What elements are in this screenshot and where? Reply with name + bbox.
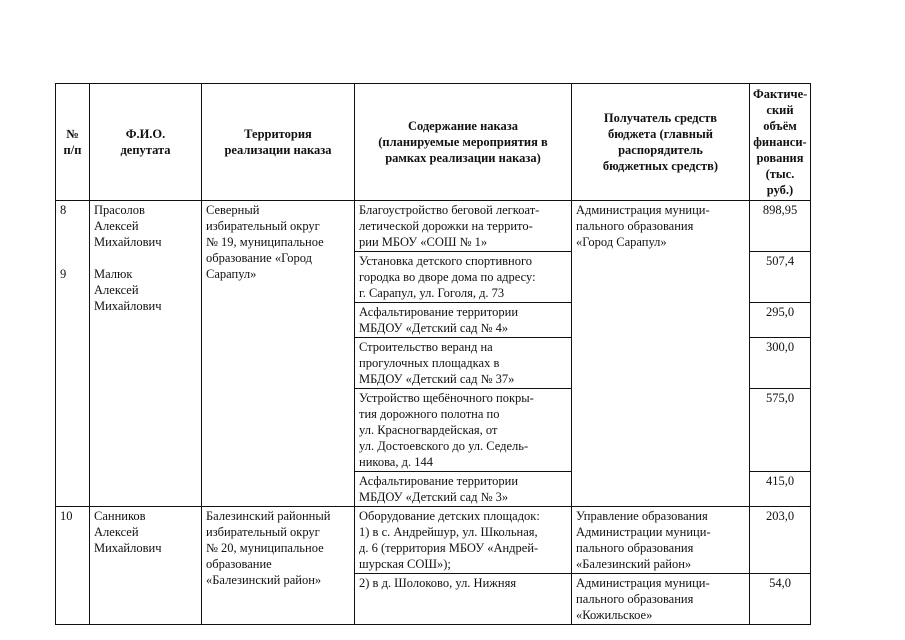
recipient-cell: Администрация муници- пального образования «Кожильское» [572, 574, 750, 625]
amount-cell: 295,0 [750, 303, 811, 338]
deputy-name: Малюк Алексей Михайлович [94, 267, 162, 313]
row-number: 8 [60, 203, 67, 217]
deputy-name-cell [90, 201, 202, 507]
amount-cell: 415,0 [750, 472, 811, 507]
content-cell: Строительство веранд на прогулочных площадках в МБДОУ «Детский сад № 37» [355, 338, 572, 389]
header-amount: Фактиче- ский объём финанси- рования (тыс. руб.) [750, 84, 811, 201]
table-row [56, 201, 811, 252]
header-num: № п/п [56, 84, 90, 201]
header-recipient: Получатель средств бюджета (главный распорядитель бюджетных средств) [572, 84, 750, 201]
row-number-cell [56, 201, 90, 507]
header-name: Ф.И.О. депутата [90, 84, 202, 201]
content-cell: Оборудование детских площадок: 1) в с. Андрейшур, ул. Школьная, д. 6 (территория МБОУ «Андрей- шурская СОШ»); [355, 507, 572, 574]
territory-cell: Балезинский районный избирательный округ № 20, муниципальное образование «Балезинский район» [202, 507, 355, 625]
amount-cell: 203,0 [750, 507, 811, 574]
mandates-table [55, 83, 811, 625]
content-cell: 2) в д. Шолоково, ул. Нижняя [355, 574, 572, 625]
header-territory: Территория реализации наказа [202, 84, 355, 201]
header-content: Содержание наказа (планируемые мероприятия в рамках реализации наказа) [355, 84, 572, 201]
recipient-cell: Администрация муници- пального образования «Город Сарапул» [572, 201, 750, 507]
amount-cell: 575,0 [750, 389, 811, 472]
content-cell: Устройство щебёночного покры- тия дорожного полотна по ул. Красногвардейская, от ул. Достоевского до ул. Седель- никова, д. 144 [355, 389, 572, 472]
amount-cell: 898,95 [750, 201, 811, 252]
amount-cell: 300,0 [750, 338, 811, 389]
content-cell: Асфальтирование территории МБДОУ «Детский сад № 4» [355, 303, 572, 338]
content-cell: Асфальтирование территории МБДОУ «Детский сад № 3» [355, 472, 572, 507]
table-row [56, 507, 811, 574]
table-header-row [56, 84, 811, 201]
deputy-name-cell: Санников Алексей Михайлович [90, 507, 202, 625]
document-table-wrapper [55, 83, 810, 625]
content-cell: Установка детского спортивного городка во дворе дома по адресу: г. Сарапул, ул. Гоголя, д. 73 [355, 252, 572, 303]
amount-cell: 507,4 [750, 252, 811, 303]
territory-cell: Северный избирательный округ № 19, муниципальное образование «Город Сарапул» [202, 201, 355, 507]
deputy-name: Прасолов Алексей Михайлович [94, 203, 162, 249]
row-number: 9 [60, 267, 67, 281]
content-cell: Благоустройство беговой легкоат- летической дорожки на террито- рии МБОУ «СОШ № 1» [355, 201, 572, 252]
row-number-cell: 10 [56, 507, 90, 625]
amount-cell: 54,0 [750, 574, 811, 625]
recipient-cell: Управление образования Администрации муници- пального образования «Балезинский район» [572, 507, 750, 574]
